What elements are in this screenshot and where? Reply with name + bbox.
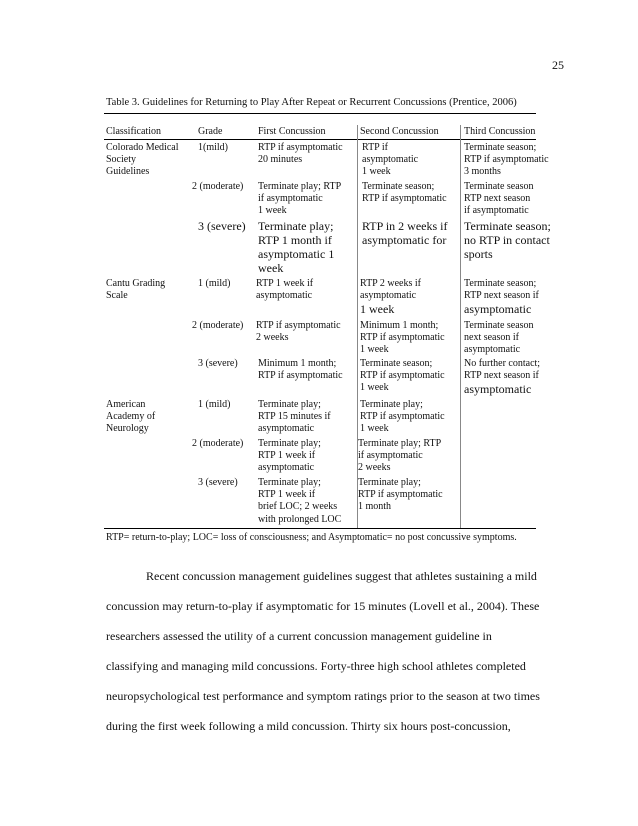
grade-cell: 3 (severe): [198, 358, 238, 369]
second-concussion-cell: Terminate play; RTP if asymptomatic 2 weeks: [358, 438, 442, 474]
grade-cell: 2 (moderate): [192, 320, 244, 331]
third-concussion-cell: Terminate season RTP next season if asymptomatic: [464, 181, 534, 217]
paragraph-line: concussion may return-to-play if asymptomatic for 15 minutes (Lovell et al., 2004). These: [106, 599, 540, 613]
second-concussion-cell: Minimum 1 month; RTP if asymptomatic 1 week: [360, 320, 445, 356]
first-concussion-cell: RTP if asymptomatic 20 minutes: [258, 142, 343, 166]
first-concussion-cell: RTP if asymptomatic 2 weeks: [256, 320, 341, 344]
paragraph-line: researchers assessed the utility of a current concussion management guideline in: [106, 629, 492, 643]
table-top-rule: [104, 113, 536, 114]
second-concussion-cell: RTP in 2 weeks if asymptomatic for: [362, 219, 448, 247]
classification-aan: American Academy of Neurology: [106, 399, 156, 435]
header-third-concussion: Third Concussion: [464, 126, 536, 137]
header-grade: Grade: [198, 126, 223, 137]
second-concussion-cell: Terminate play; RTP if asymptomatic 1 month: [358, 477, 443, 513]
first-concussion-cell: RTP 1 week if asymptomatic: [256, 278, 314, 302]
table-bottom-rule: [104, 528, 536, 529]
first-concussion-cell: Terminate play; RTP 1 week if asymptomatic: [258, 438, 321, 474]
second-concussion-cell: RTP if asymptomatic 1 week: [362, 142, 419, 178]
third-concussion-cell: Terminate season; RTP if asymptomatic 3 months: [464, 142, 549, 178]
first-concussion-cell: Terminate play; RTP if asymptomatic 1 week: [258, 181, 342, 217]
header-classification: Classification: [106, 126, 161, 137]
second-concussion-cell: Terminate play; RTP if asymptomatic 1 week: [360, 399, 445, 435]
first-concussion-cell: Terminate play; RTP 1 month if asymptomatic 1 week: [258, 219, 335, 275]
third-concussion-cell: Terminate season; no RTP in contact sports: [464, 219, 551, 261]
header-second-concussion: Second Concussion: [360, 126, 439, 137]
third-concussion-cell: Terminate season; RTP next season if asymptomatic: [464, 278, 539, 317]
classification-colorado: Colorado Medical Society Guidelines: [106, 142, 179, 178]
grade-cell: 2 (moderate): [192, 438, 244, 449]
paragraph-line: neuropsychological test performance and symptom ratings prior to the season at two times: [106, 689, 540, 703]
second-concussion-cell: Terminate season; RTP if asymptomatic 1 week: [360, 358, 445, 394]
paragraph-line: during the first week following a mild concussion. Thirty six hours post-concussion,: [106, 719, 511, 733]
grade-cell: 3 (severe): [198, 219, 246, 233]
grade-cell: 1(mild): [198, 142, 228, 153]
paragraph-line: Recent concussion management guidelines suggest that athletes sustaining a mild: [146, 569, 537, 583]
grade-cell: 2 (moderate): [192, 181, 244, 192]
header-rule: [104, 139, 536, 140]
grade-cell: 3 (severe): [198, 477, 238, 488]
second-concussion-cell: Terminate season; RTP if asymptomatic: [362, 181, 447, 205]
classification-cantu: Cantu Grading Scale: [106, 278, 166, 302]
table-caption: Table 3. Guidelines for Returning to Play After Repeat or Recurrent Concussions (Prentice, 2006): [106, 97, 517, 108]
second-concussion-cell: RTP 2 weeks if asymptomatic 1 week: [360, 278, 421, 317]
third-concussion-cell: No further contact; RTP next season if asymptomatic: [464, 358, 541, 397]
column-divider: [460, 125, 461, 528]
first-concussion-cell: Minimum 1 month; RTP if asymptomatic: [258, 358, 343, 382]
page-number: 25: [552, 58, 564, 72]
paragraph-line: classifying and managing mild concussions. Forty-three high school athletes completed: [106, 659, 526, 673]
grade-cell: 1 (mild): [198, 399, 231, 410]
first-concussion-cell: Terminate play; RTP 15 minutes if asymptomatic: [258, 399, 331, 435]
first-concussion-cell: Terminate play; RTP 1 week if brief LOC; 2 weeks with prolonged LOC: [258, 477, 342, 525]
grade-cell: 1 (mild): [198, 278, 231, 289]
header-first-concussion: First Concussion: [258, 126, 326, 137]
third-concussion-cell: Terminate season next season if asymptomatic: [464, 320, 534, 356]
table-footnote: RTP= return-to-play; LOC= loss of consciousness; and Asymptomatic= no post concussive symptoms.: [106, 532, 517, 543]
